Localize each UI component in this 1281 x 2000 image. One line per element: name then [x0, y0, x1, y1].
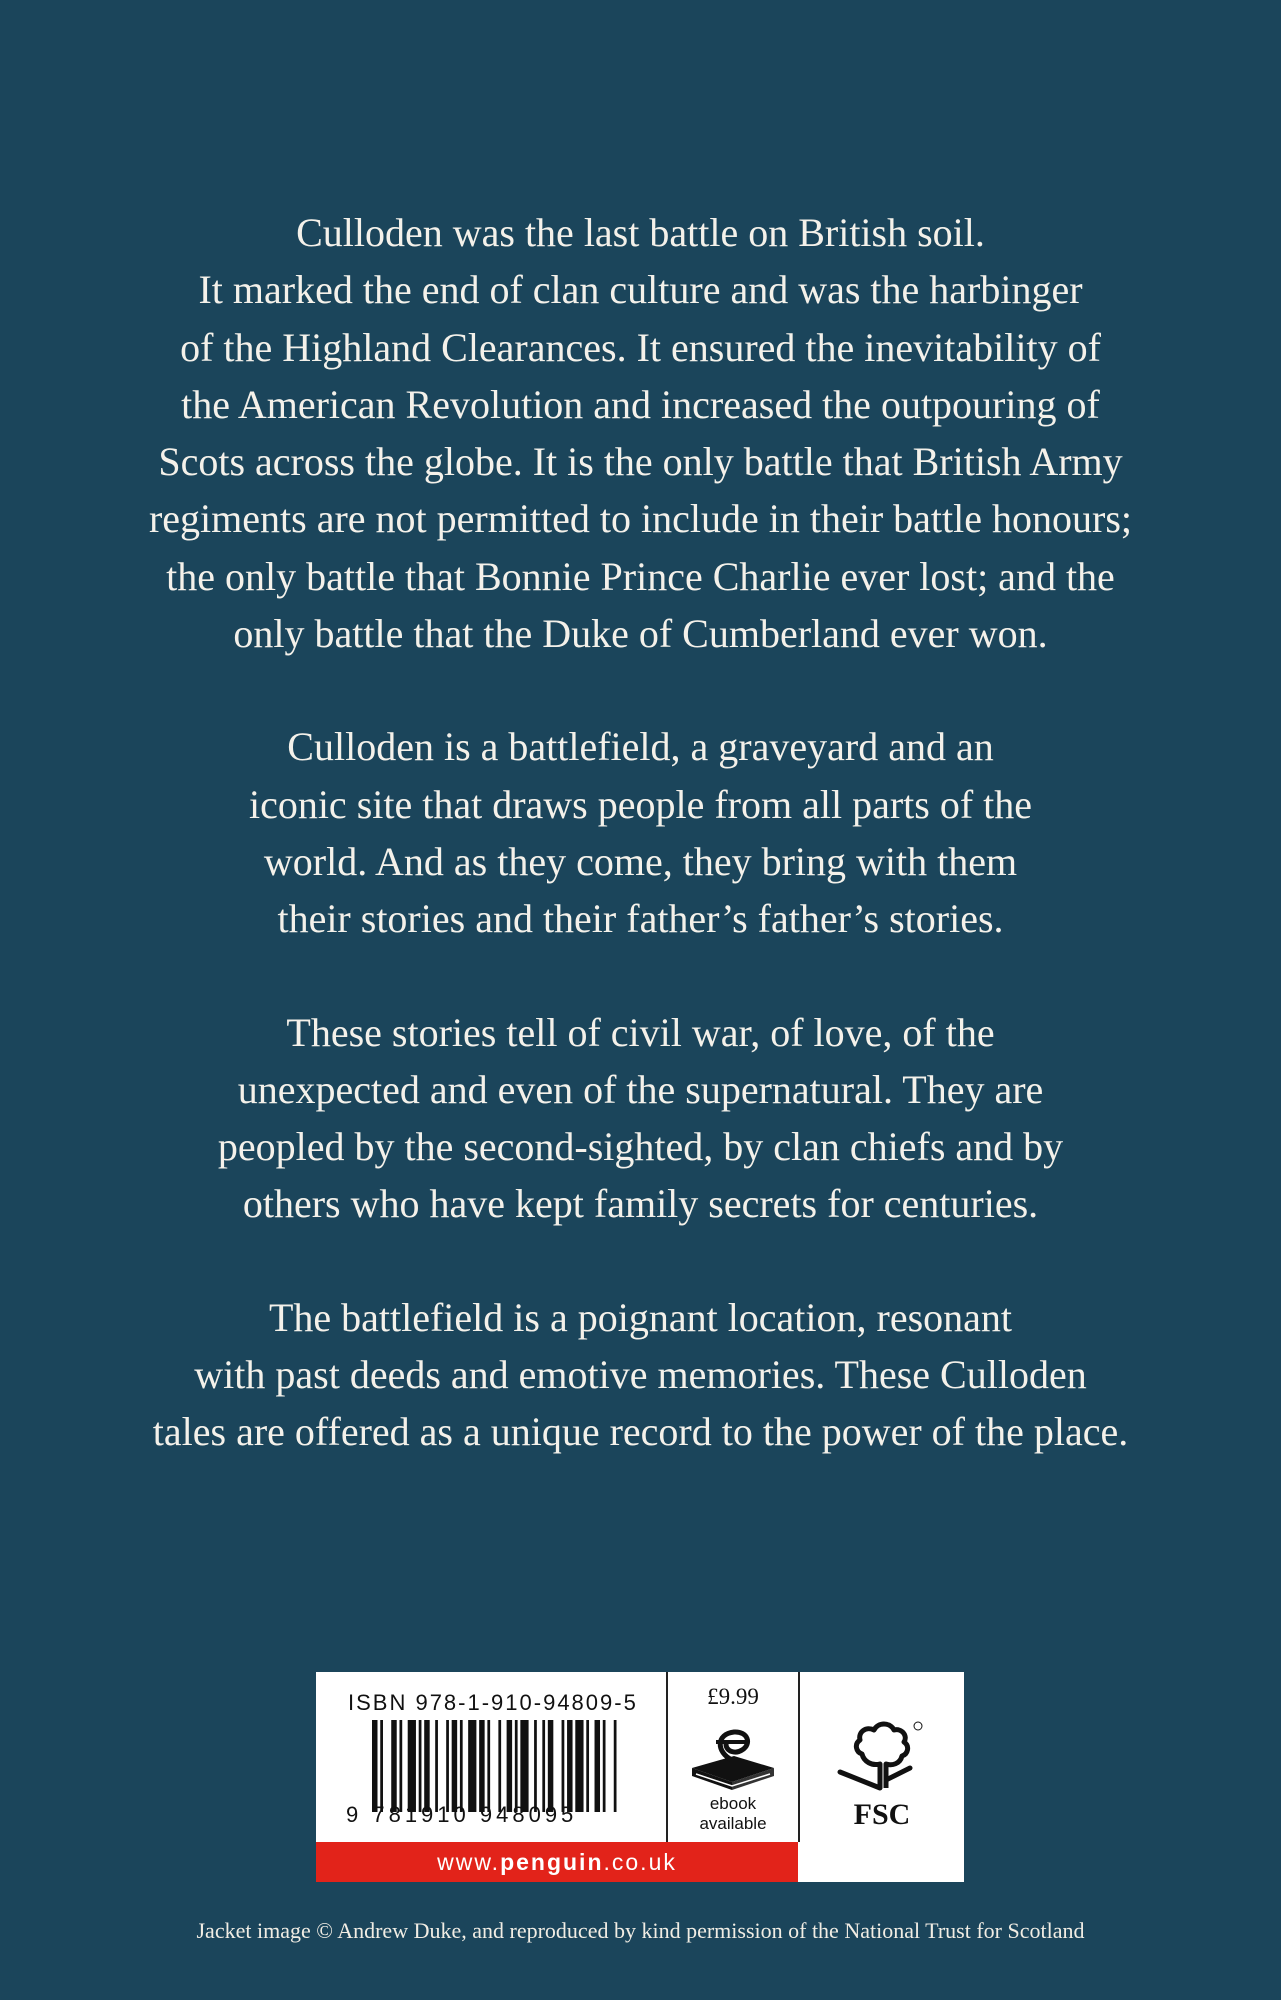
blurb-line: with past deeds and emotive memories. These Culloden [194, 1352, 1087, 1398]
blurb-line: It marked the end of clan culture and was the harbinger [198, 267, 1083, 313]
barcode-bar [435, 1720, 438, 1812]
barcode-bar [452, 1720, 457, 1812]
blurb-paragraph-4 [0, 1289, 1281, 1461]
blurb-line: peopled by the second-sighted, by clan chiefs and by [217, 1124, 1064, 1170]
publisher-url[interactable] [316, 1842, 798, 1882]
barcode-panel [314, 1670, 966, 1884]
barcode-bar [446, 1720, 449, 1812]
barcode-bar [507, 1720, 512, 1812]
blurb-paragraph-1 [0, 204, 1281, 662]
isbn-label: ISBN 978-1-910-94809-5 [348, 1690, 638, 1715]
barcode-bar [399, 1720, 402, 1812]
barcode-bar [542, 1720, 545, 1812]
barcode-bar [372, 1720, 377, 1812]
barcode-bar [460, 1720, 463, 1812]
barcode-bar [520, 1720, 528, 1812]
barcode-bar [567, 1720, 572, 1812]
isbn-cell [316, 1672, 668, 1842]
url-brand: penguin [500, 1849, 604, 1875]
barcode-bars [372, 1720, 622, 1812]
barcode-bar [419, 1720, 422, 1812]
blurb-line: the only battle that Bonnie Prince Charlie ever lost; and the [166, 553, 1115, 599]
barcode-bar [614, 1720, 617, 1812]
url-suffix: .co.uk [603, 1849, 677, 1875]
fsc-tree-icon [832, 1720, 932, 1840]
barcode-bar [586, 1720, 589, 1812]
blurb-line: tales are offered as a unique record to the power of the place. [152, 1409, 1129, 1455]
barcode-digits: 9 781910 948095 [346, 1802, 578, 1827]
blurb-line: of the Highland Clearances. It ensured the inevitability of [180, 324, 1101, 370]
jacket-credit: Jacket image © Andrew Duke, and reproduced by kind permission of the National Trust for Scotland [196, 1918, 1085, 1943]
url-prefix: www. [437, 1849, 501, 1875]
ebook-icon [686, 1722, 780, 1796]
barcode-bar [603, 1720, 606, 1812]
blurb-line: iconic site that draws people from all parts of the [248, 781, 1033, 827]
blurb-line: world. And as they come, they bring with them [263, 838, 1018, 884]
blurb-paragraph-2 [0, 718, 1281, 947]
blurb-line: Scots across the globe. It is the only battle that British Army [158, 439, 1123, 485]
ebook-available-label [668, 1794, 798, 1834]
barcode-bar [498, 1720, 501, 1812]
blurb-paragraph-3 [0, 1004, 1281, 1233]
ebook-line-1: ebook [709, 1794, 757, 1813]
barcode-bar [515, 1720, 518, 1812]
blurb-line: only battle that the Duke of Cumberland ever won. [233, 611, 1048, 657]
barcode-bar [468, 1720, 476, 1812]
blurb-line: regiments are not permitted to include in their battle honours; [148, 496, 1133, 542]
blurb-line: unexpected and even of the supernatural. They are [237, 1066, 1044, 1112]
barcode-bar [479, 1720, 484, 1812]
blurb-line: Culloden was the last battle on British soil. [296, 210, 985, 255]
barcode-bar [595, 1720, 600, 1812]
fsc-label: FSC [853, 1798, 911, 1831]
blurb-line: others who have kept family secrets for centuries. [242, 1181, 1039, 1227]
price-cell [668, 1672, 800, 1842]
barcode-bar [380, 1720, 383, 1812]
blurb-text [0, 204, 1281, 1517]
ebook-line-2: available [699, 1814, 767, 1833]
barcode-bar [408, 1720, 416, 1812]
barcode-bar [575, 1720, 583, 1812]
barcode-bar [391, 1720, 396, 1812]
barcode-bar [562, 1720, 565, 1812]
blurb-line: the American Revolution and increased the outpouring of [181, 381, 1100, 427]
barcode-bar [534, 1720, 537, 1812]
barcode-bar [548, 1720, 553, 1812]
barcode-bar [487, 1720, 490, 1812]
price-label: £9.99 [707, 1684, 759, 1709]
blurb-line: The battlefield is a poignant location, resonant [268, 1294, 1013, 1340]
barcode-bar [424, 1720, 429, 1812]
fsc-cell [800, 1672, 964, 1882]
blurb-line: These stories tell of civil war, of love, of the [286, 1009, 995, 1055]
blurb-line: Culloden is a battlefield, a graveyard and an [287, 724, 994, 770]
blurb-line: their stories and their father’s father’s stories. [277, 896, 1004, 942]
